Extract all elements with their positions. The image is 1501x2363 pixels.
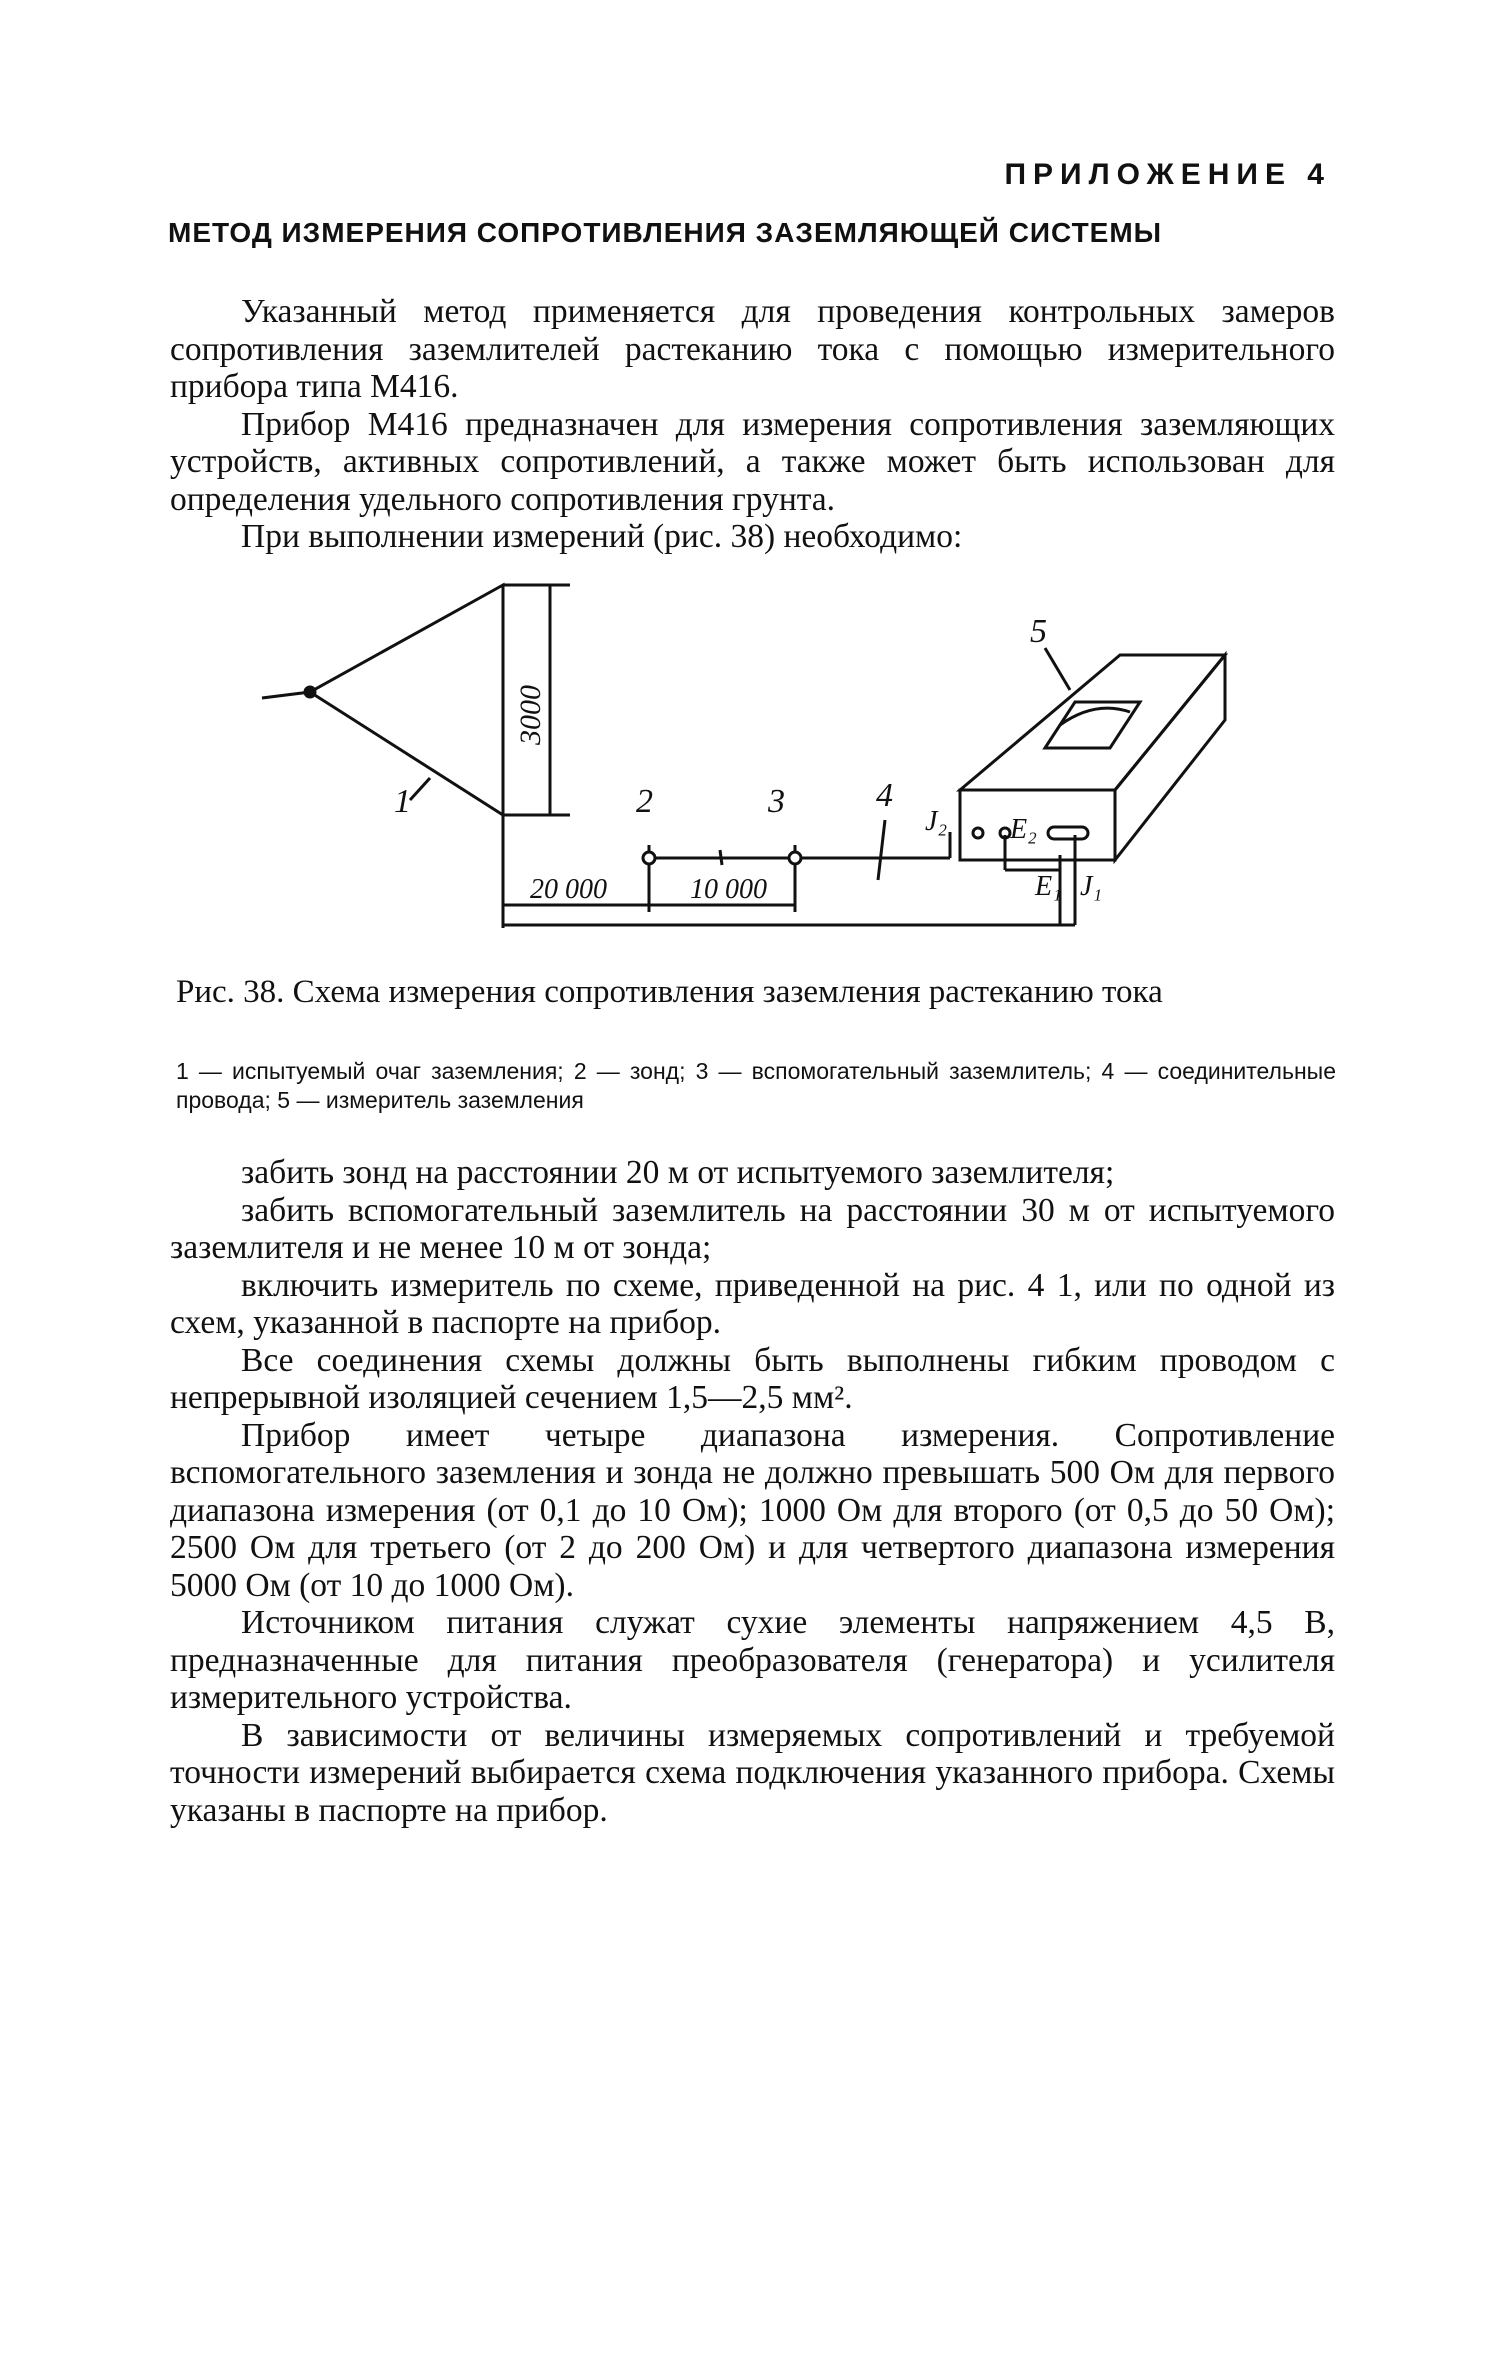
dim-second-label: 10 000 (690, 874, 767, 905)
label-probe-2: 2 (636, 783, 653, 820)
paragraph: забить вспомогательный заземлитель на расстоянии 30 м от испытуемого заземлителя и не менее 10 м от зонда; (170, 1191, 1335, 1266)
paragraph: Прибор имеет четыре диапазона измерения. Сопротивление вспомогательного заземления и зонда не должно превышать 500 Ом для первого диапазона измерения (от 0,1 до 10 Ом); 1000 Ом для второго (от 0,5 до 50 Ом); 2500 Ом для третьего (от 2 до 200 Ом) и для четвертого диапазона измерения 5000 Ом (от 10 до 1000 Ом). (170, 1416, 1335, 1604)
paragraph: В зависимости от величины измеряемых сопротивлений и требуемой точности измерений выбирается схема подключения указанного прибора. Схемы указаны в паспорте на прибор. (170, 1716, 1335, 1829)
paragraph: При выполнении измерений (рис. 38) необходимо: (241, 518, 963, 555)
probe-node (643, 852, 655, 864)
measurement-scheme-figure (0, 0, 1501, 960)
meter-front (960, 790, 1115, 860)
paragraph: забить зонд на расстоянии 20 м от испытуемого заземлителя; (241, 1154, 1115, 1191)
label-electrode-1: 1 (394, 783, 411, 820)
figure-caption: Рис. 38. Схема измерения сопротивления заземления растеканию тока (176, 974, 1163, 1010)
terminal-j2-dot (973, 828, 983, 838)
paragraph: Источником питания служат сухие элементы напряжением 4,5 В, предназначенные для питания преобразователя (генератора) и усилителя измерительного устройства. (170, 1604, 1335, 1716)
terminal-j2-label: J₂ (925, 806, 948, 837)
terminal-e1-label: E₁ (1035, 871, 1062, 902)
meter-side (1115, 655, 1225, 860)
probe-mark (720, 850, 722, 865)
terminal-e2-dot (1000, 828, 1010, 838)
appendix-label: ПРИЛОЖЕНИЕ 4 (1004, 158, 1331, 191)
figure-legend: 1 — испытуемый очаг заземления; 2 — зонд; 3 — вспомогательный заземлитель; 4 — соединительные провода; 5 — измеритель заземления (176, 1058, 1336, 1113)
paragraph: Прибор М416 предназначен для измерения сопротивления заземляющих устройств, активных сопротивлений, а также может быть использован для определения удельного сопротивления грунта. (170, 405, 1335, 518)
electrode-1-leader (410, 778, 430, 800)
dim-vertical-label: 3000 (514, 685, 547, 745)
terminal-bridge (1048, 827, 1088, 839)
wire-4-leader (878, 820, 885, 880)
ground-electrode-lines (262, 585, 503, 815)
label-wires-4: 4 (876, 777, 893, 814)
terminal-j1-label: J₁ (1080, 871, 1103, 902)
paragraph: включить измеритель по схеме, приведенной на рис. 4 1, или по одной из схем, указанной в паспорте на прибор. (170, 1266, 1335, 1341)
terminal-e2-label: E₂ (1010, 814, 1037, 845)
label-aux-3: 3 (768, 783, 785, 820)
main-text (170, 1154, 1335, 1829)
paragraph: Все соединения схемы должны быть выполнены гибким проводом с непрерывной изоляцией сечением 1,5—2,5 мм². (170, 1341, 1335, 1416)
dim-first-label: 20 000 (530, 874, 607, 905)
label-meter-5: 5 (1030, 613, 1047, 650)
meter-leader (1045, 648, 1070, 690)
paragraph: Указанный метод применяется для проведения контрольных замеров сопротивления заземлителей растеканию тока с помощью измерительного прибора типа М416. (170, 293, 1335, 405)
section-title: МЕТОД ИЗМЕРЕНИЯ СОПРОТИВЛЕНИЯ ЗАЗЕМЛЯЮЩЕЙ СИСТЕМЫ (168, 217, 1163, 248)
aux-node (789, 852, 801, 864)
ground-electrode-node (305, 687, 315, 697)
